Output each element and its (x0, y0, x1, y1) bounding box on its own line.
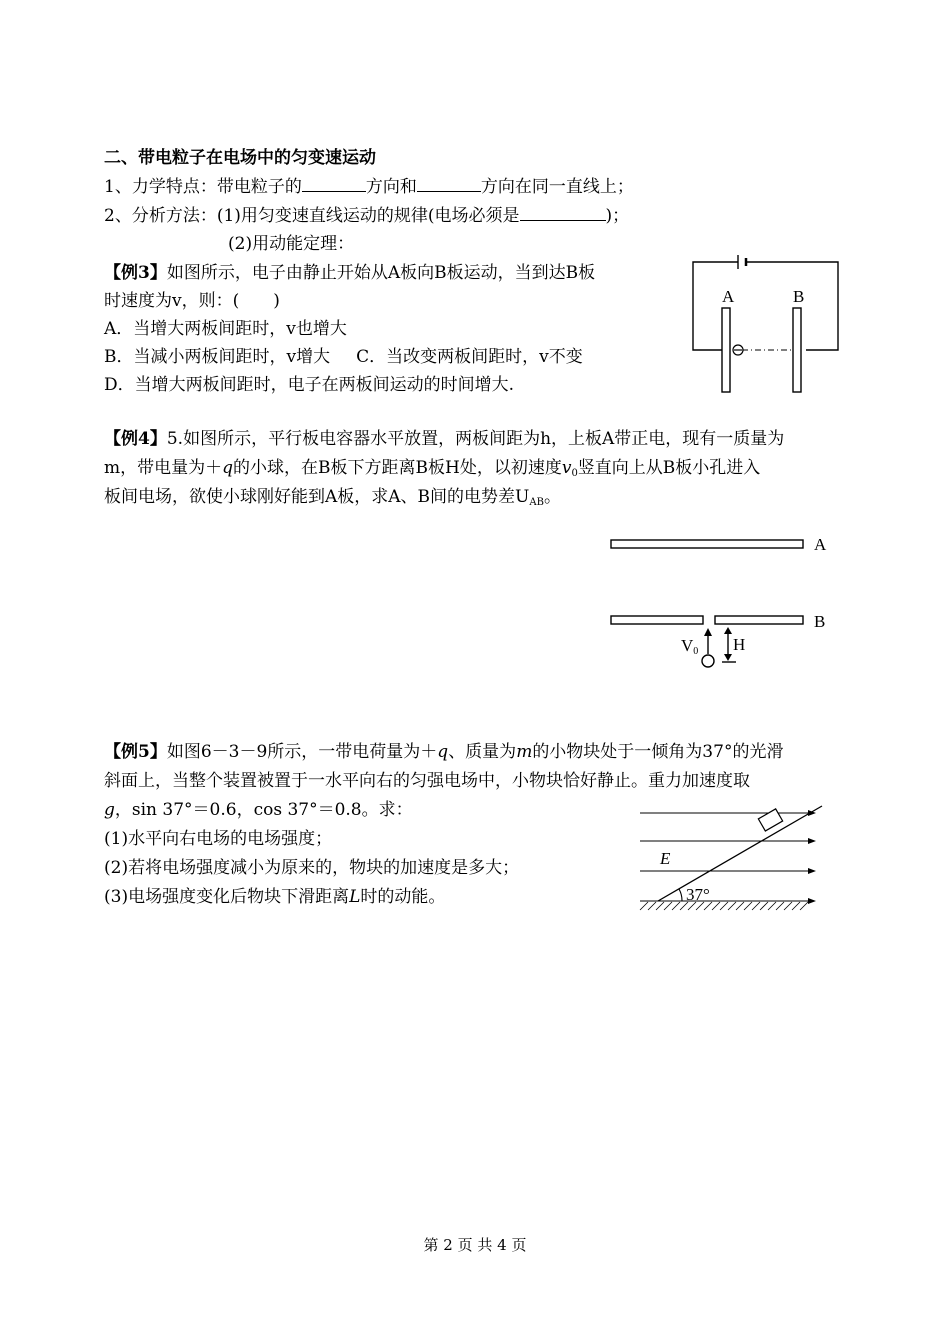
ex5-line3 (104, 799, 413, 821)
ex5-label-e: E (660, 849, 671, 868)
item-1 (104, 176, 634, 198)
ex3-line1-text: 如图所示，电子由静止开始从A板向B板运动，当到达B板 (166, 263, 596, 283)
page-footer: 第 2 页 共 4 页 (423, 1236, 527, 1254)
ex3-label-b: B (793, 287, 805, 306)
ex5-line1-m: m (516, 742, 533, 762)
ex5-question-3 (104, 886, 445, 908)
ex3-line2: 时速度为v，则：( ) (104, 291, 280, 311)
ex4-line2-c: 竖直向上从B板小孔进入 (577, 458, 761, 478)
ex4-line3-sub: AB (529, 497, 544, 508)
ex5-line3-text: ，sin 37°＝0.6，cos 37°＝0.8。求： (114, 800, 413, 820)
ex5-question-1: (1)水平向右电场的电场强度； (104, 829, 333, 849)
ex4-line2-v: v (561, 458, 572, 478)
item-1-text-b: 方向和 (365, 177, 417, 197)
ex4-plates-figure (605, 530, 845, 675)
ex5-incline-figure (636, 800, 826, 915)
ex5-line3-g: g (104, 800, 115, 820)
ex3-option-bc (104, 346, 583, 368)
blank-1 (302, 176, 366, 192)
ex4-line1 (104, 428, 784, 450)
item-2-text-a: 2、分析方法：(1)用匀变速直线运动的规律(电场必须是 (104, 206, 520, 226)
ex5-line1 (104, 741, 783, 763)
ex5-question-2: (2)若将电场强度减小为原来的，物块的加速度是多大； (104, 858, 520, 878)
section-title: 二、带电粒子在电场中的匀变速运动 (104, 148, 376, 168)
ex5-line1-a: 如图6－3－9所示，一带电荷量为＋ (166, 742, 438, 762)
ex4-line3 (104, 486, 561, 514)
item-1-text-a: 1、力学特点：带电粒子的 (104, 177, 302, 197)
item-2 (104, 205, 629, 227)
ex5-line1-q: q (437, 742, 449, 762)
ex5-question-3-b: 时的动能。 (360, 887, 446, 907)
ex4-line2-q: q (222, 458, 234, 478)
ex4-line3-b: 。 (543, 487, 561, 507)
ex3-option-a: A．当增大两板间距时，v也增大 (104, 319, 347, 339)
ex5-line1-b: 、质量为 (448, 742, 517, 762)
ex3-line1 (104, 262, 595, 284)
ex4-line3-a: 板间电场，欲使小球刚好能到A板，求A、B间的电势差U (104, 487, 530, 507)
blank-2 (417, 176, 481, 192)
ex3-option-c: C．当改变两板间距时，v不变 (356, 347, 583, 367)
ex5-line1-c: 的小物块处于一倾角为37°的光滑 (532, 742, 784, 762)
ex4-line2-a: m，带电量为＋ (104, 458, 223, 478)
ex5-question-3-l: L (349, 887, 361, 907)
ex4-line1-text: 5.如图所示，平行板电容器水平放置，两板间距为h，上板A带正电，现有一质量为 (166, 429, 785, 449)
ex4-label-h: H (733, 635, 746, 654)
item-2-text-b: )； (605, 206, 630, 226)
ex3-tag: 【例3】 (104, 263, 167, 283)
ex5-label-angle: 37° (686, 885, 710, 904)
ex3-circuit-figure (688, 252, 844, 402)
item-1-text-c: 方向在同一直线上； (480, 177, 634, 197)
blank-3 (520, 205, 606, 221)
ex5-line2: 斜面上，当整个装置被置于一水平向右的匀强电场中，小物块恰好静止。重力加速度取 (104, 771, 750, 791)
ex4-line2-b: 的小球，在B板下方距离B板H处，以初速度 (233, 458, 562, 478)
ex4-line2 (104, 457, 760, 485)
ex3-option-d: D．当增大两板间距时，电子在两板间运动的时间增大. (104, 375, 515, 395)
ex4-label-v0: V0 (681, 636, 699, 657)
ex4-label-a: A (814, 535, 827, 554)
ex4-line2-v-sub: 0 (571, 468, 578, 479)
ex3-label-a: A (722, 287, 735, 306)
ex5-tag: 【例5】 (104, 742, 167, 762)
ex5-question-3-a: (3)电场强度变化后物块下滑距离 (104, 887, 350, 907)
ex3-option-b: B．当减小两板间距时，v增大 (104, 347, 331, 367)
item-2-sub: (2)用动能定理： (228, 234, 355, 254)
ex4-label-b: B (814, 612, 826, 631)
ex4-tag: 【例4】 (104, 429, 167, 449)
